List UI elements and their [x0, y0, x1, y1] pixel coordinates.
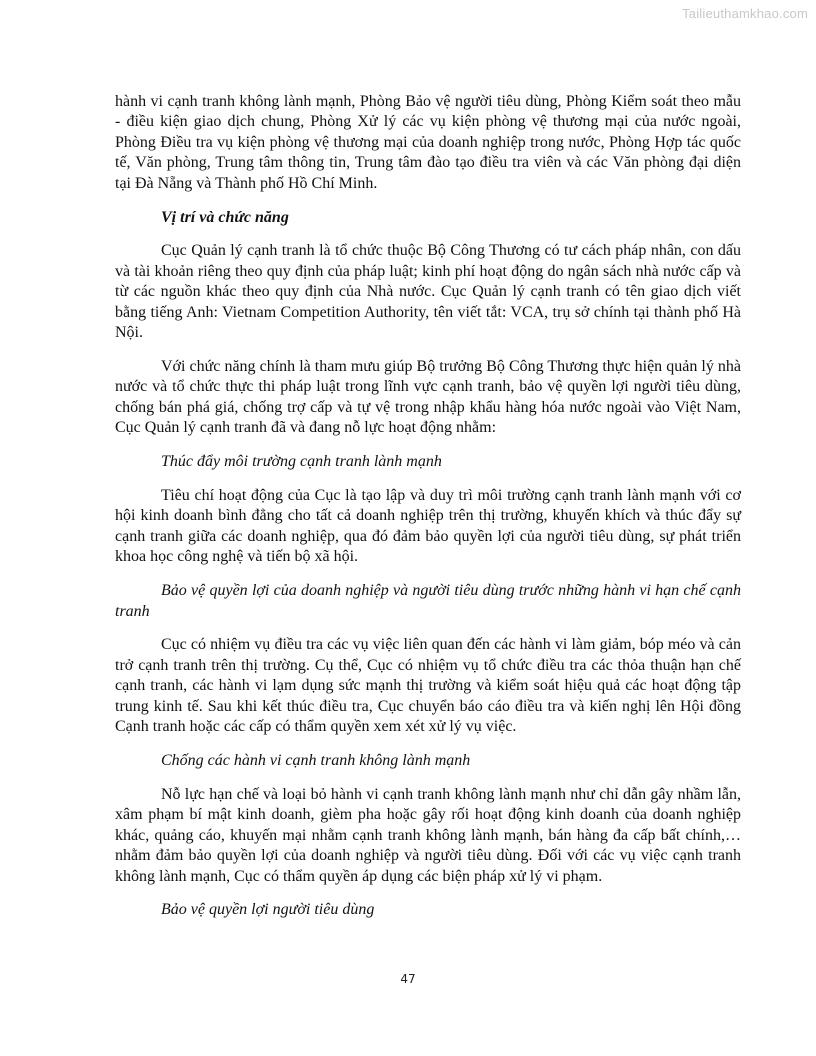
- subheading: Bảo vệ quyền lợi của doanh nghiệp và người tiêu dùng trước những hành vi hạn chế cạnh tranh: [115, 582, 741, 620]
- paragraph: Cục Quản lý cạnh tranh là tổ chức thuộc Bộ Công Thương có tư cách pháp nhân, con dấu và tài khoản riêng theo quy định của pháp luật; kinh phí hoạt động do ngân sách nhà nước cấp và từ các nguồn khác theo quy định của Nhà nước. Cục Quản lý cạnh tranh có tên giao dịch viết bằng tiếng Anh: Vietnam Competition Authority, tên viết tắt: VCA, trụ sở chính tại thành phố Hà Nội.: [115, 242, 741, 342]
- page-number: 47: [400, 972, 416, 986]
- document-page: [115, 92, 741, 934]
- section-heading-position-function: Vị trí và chức năng: [161, 208, 289, 226]
- paragraph: Với chức năng chính là tham mưu giúp Bộ trưởng Bộ Công Thương thực hiện quản lý nhà nước và tổ chức thực thi pháp luật trong lĩnh vực cạnh tranh, bảo vệ quyền lợi người tiêu dùng, chống bán phá giá, chống trợ cấp và tự vệ trong nhập khẩu hàng hóa nước ngoài vào Việt Nam, Cục Quản lý cạnh tranh đã và đang nỗ lực hoạt động nhằm:: [115, 357, 741, 437]
- watermark: Tailieuthamkhao.com: [682, 6, 808, 21]
- paragraph-continued: hành vi cạnh tranh không lành mạnh, Phòng Bảo vệ người tiêu dùng, Phòng Kiểm soát theo mẫu - điều kiện giao dịch chung, Phòng Xử lý các vụ kiện phòng vệ thương mại của nước ngoài, Phòng Điều tra vụ kiện phòng vệ thương mại của doanh nghiệp trong nước, Phòng Hợp tác quốc tế, Văn phòng, Trung tâm thông tin, Trung tâm đào tạo điều tra viên và các Văn phòng đại diện tại Đà Nẵng và Thành phố Hồ Chí Minh.: [115, 93, 741, 192]
- paragraph: Cục có nhiệm vụ điều tra các vụ việc liên quan đến các hành vi làm giảm, bóp méo và cản trở cạnh tranh trên thị trường. Cụ thể, Cục có nhiệm vụ tổ chức điều tra các thỏa thuận hạn chế cạnh tranh, các hành vi lạm dụng sức mạnh thị trường và kiểm soát hiệu quả các hoạt động tập trung kinh tế. Sau khi kết thúc điều tra, Cục chuyển báo cáo điều tra và kiến nghị lên Hội đồng Cạnh tranh hoặc các cấp có thẩm quyền xem xét xử lý vụ việc.: [115, 636, 741, 736]
- paragraph: Nỗ lực hạn chế và loại bỏ hành vi cạnh tranh không lành mạnh như chỉ dẫn gây nhầm lẫn, xâm phạm bí mật kinh doanh, gièm pha hoặc gây rối hoạt động kinh doanh của doanh nghiệp khác, quảng cáo, khuyến mại nhằm cạnh tranh không lành mạnh, bán hàng đa cấp bất chính,… nhằm đảm bảo quyền lợi của doanh nghiệp và người tiêu dùng. Đối với các vụ việc cạnh tranh không lành mạnh, Cục có thẩm quyền áp dụng các biện pháp xử lý vi phạm.: [115, 785, 741, 885]
- paragraph: Tiêu chí hoạt động của Cục là tạo lập và duy trì môi trường cạnh tranh lành mạnh với cơ hội kinh doanh bình đẳng cho tất cả doanh nghiệp trên thị trường, khuyến khích và thúc đẩy sự cạnh tranh giữa các doanh nghiệp, qua đó đảm bảo quyền lợi của người tiêu dùng, sự phát triển khoa học công nghệ và tiến bộ xã hội.: [115, 487, 741, 566]
- subheading: Thúc đẩy môi trường cạnh tranh lành mạnh: [161, 453, 442, 471]
- subheading: Bảo vệ quyền lợi người tiêu dùng: [161, 901, 375, 919]
- subheading: Chống các hành vi cạnh tranh không lành mạnh: [161, 751, 471, 769]
